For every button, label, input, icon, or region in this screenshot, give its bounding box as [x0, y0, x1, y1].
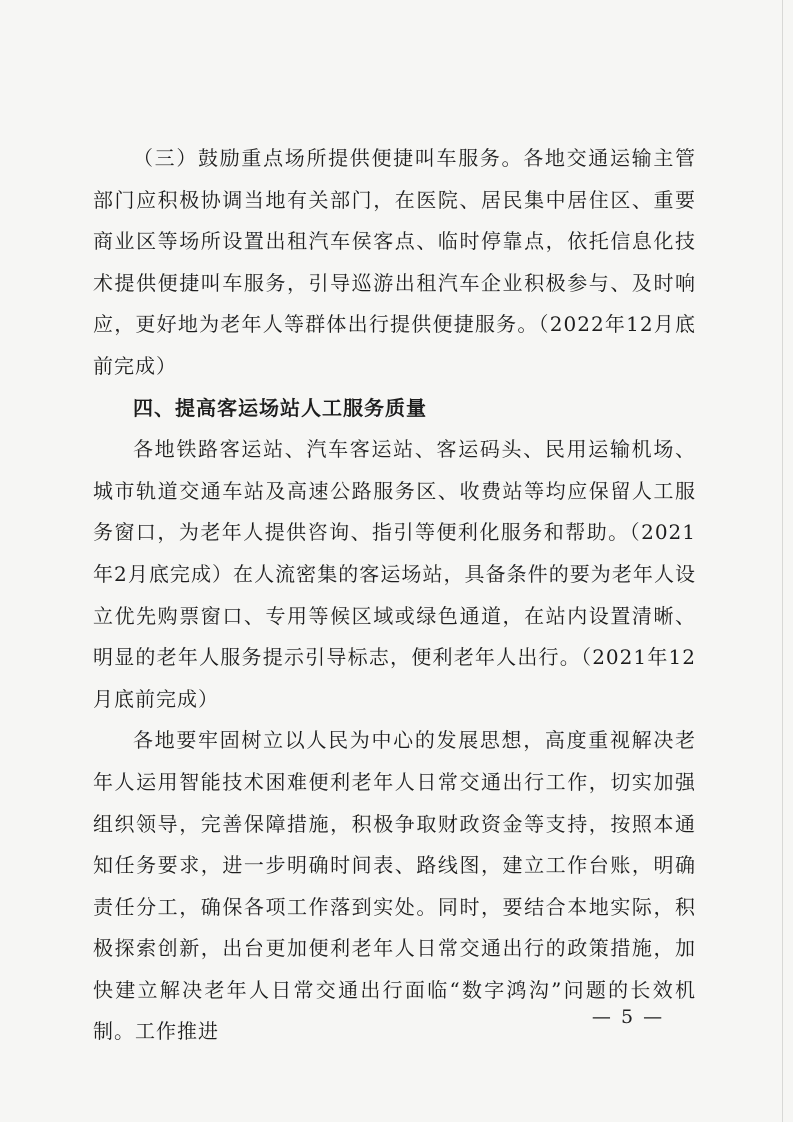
section-heading-four: 四、提高客运场站人工服务质量 [133, 395, 427, 420]
page-number: — 5 — [591, 1006, 665, 1028]
paragraph-station-service: 各地铁路客运站、汽车客运站、客运码头、民用运输机场、城市轨道交通车站及高速公路服务区、收费站等均应保留人工服务窗口，为老年人提供咨询、指引等便利化服务和帮助。（2021年2月底完成）在人流密集的客运场站，具备条件的要为老年人设立优先购票窗口、专用等候区域或绿色通道，在站内设置清晰、明显的老年人服务提示引导标志，便利老年人出行。（2021年12月底前完成） [93, 437, 696, 711]
document-body [93, 138, 696, 1053]
page-edge [782, 0, 783, 1122]
paragraph-taxi-service: （三）鼓励重点场所提供便捷叫车服务。各地交通运输主管部门应积极协调当地有关部门，在医院、居民集中居住区、重要商业区等场所设置出租汽车侯客点、临时停靠点，依托信息化技术提供便捷叫车服务，引导巡游出租汽车企业积极参与、及时响应，更好地为老年人等群体出行提供便捷服务。（2022年12月底前完成） [93, 146, 696, 378]
paragraph-work-requirements: 各地要牢固树立以人民为中心的发展思想，高度重视解决老年人运用智能技术困难便利老年人日常交通出行工作，切实加强组织领导，完善保障措施，积极争取财政资金等支持，按照本通知任务要求，进一步明确时间表、路线图，建立工作台账，明确责任分工，确保各项工作落到实处。同时，要结合本地实际，积极探索创新，出台更加便利老年人日常交通出行的政策措施，加快建立解决老年人日常交通出行面临“数字鸿沟”问题的长效机制。工作推进 [93, 728, 696, 1044]
